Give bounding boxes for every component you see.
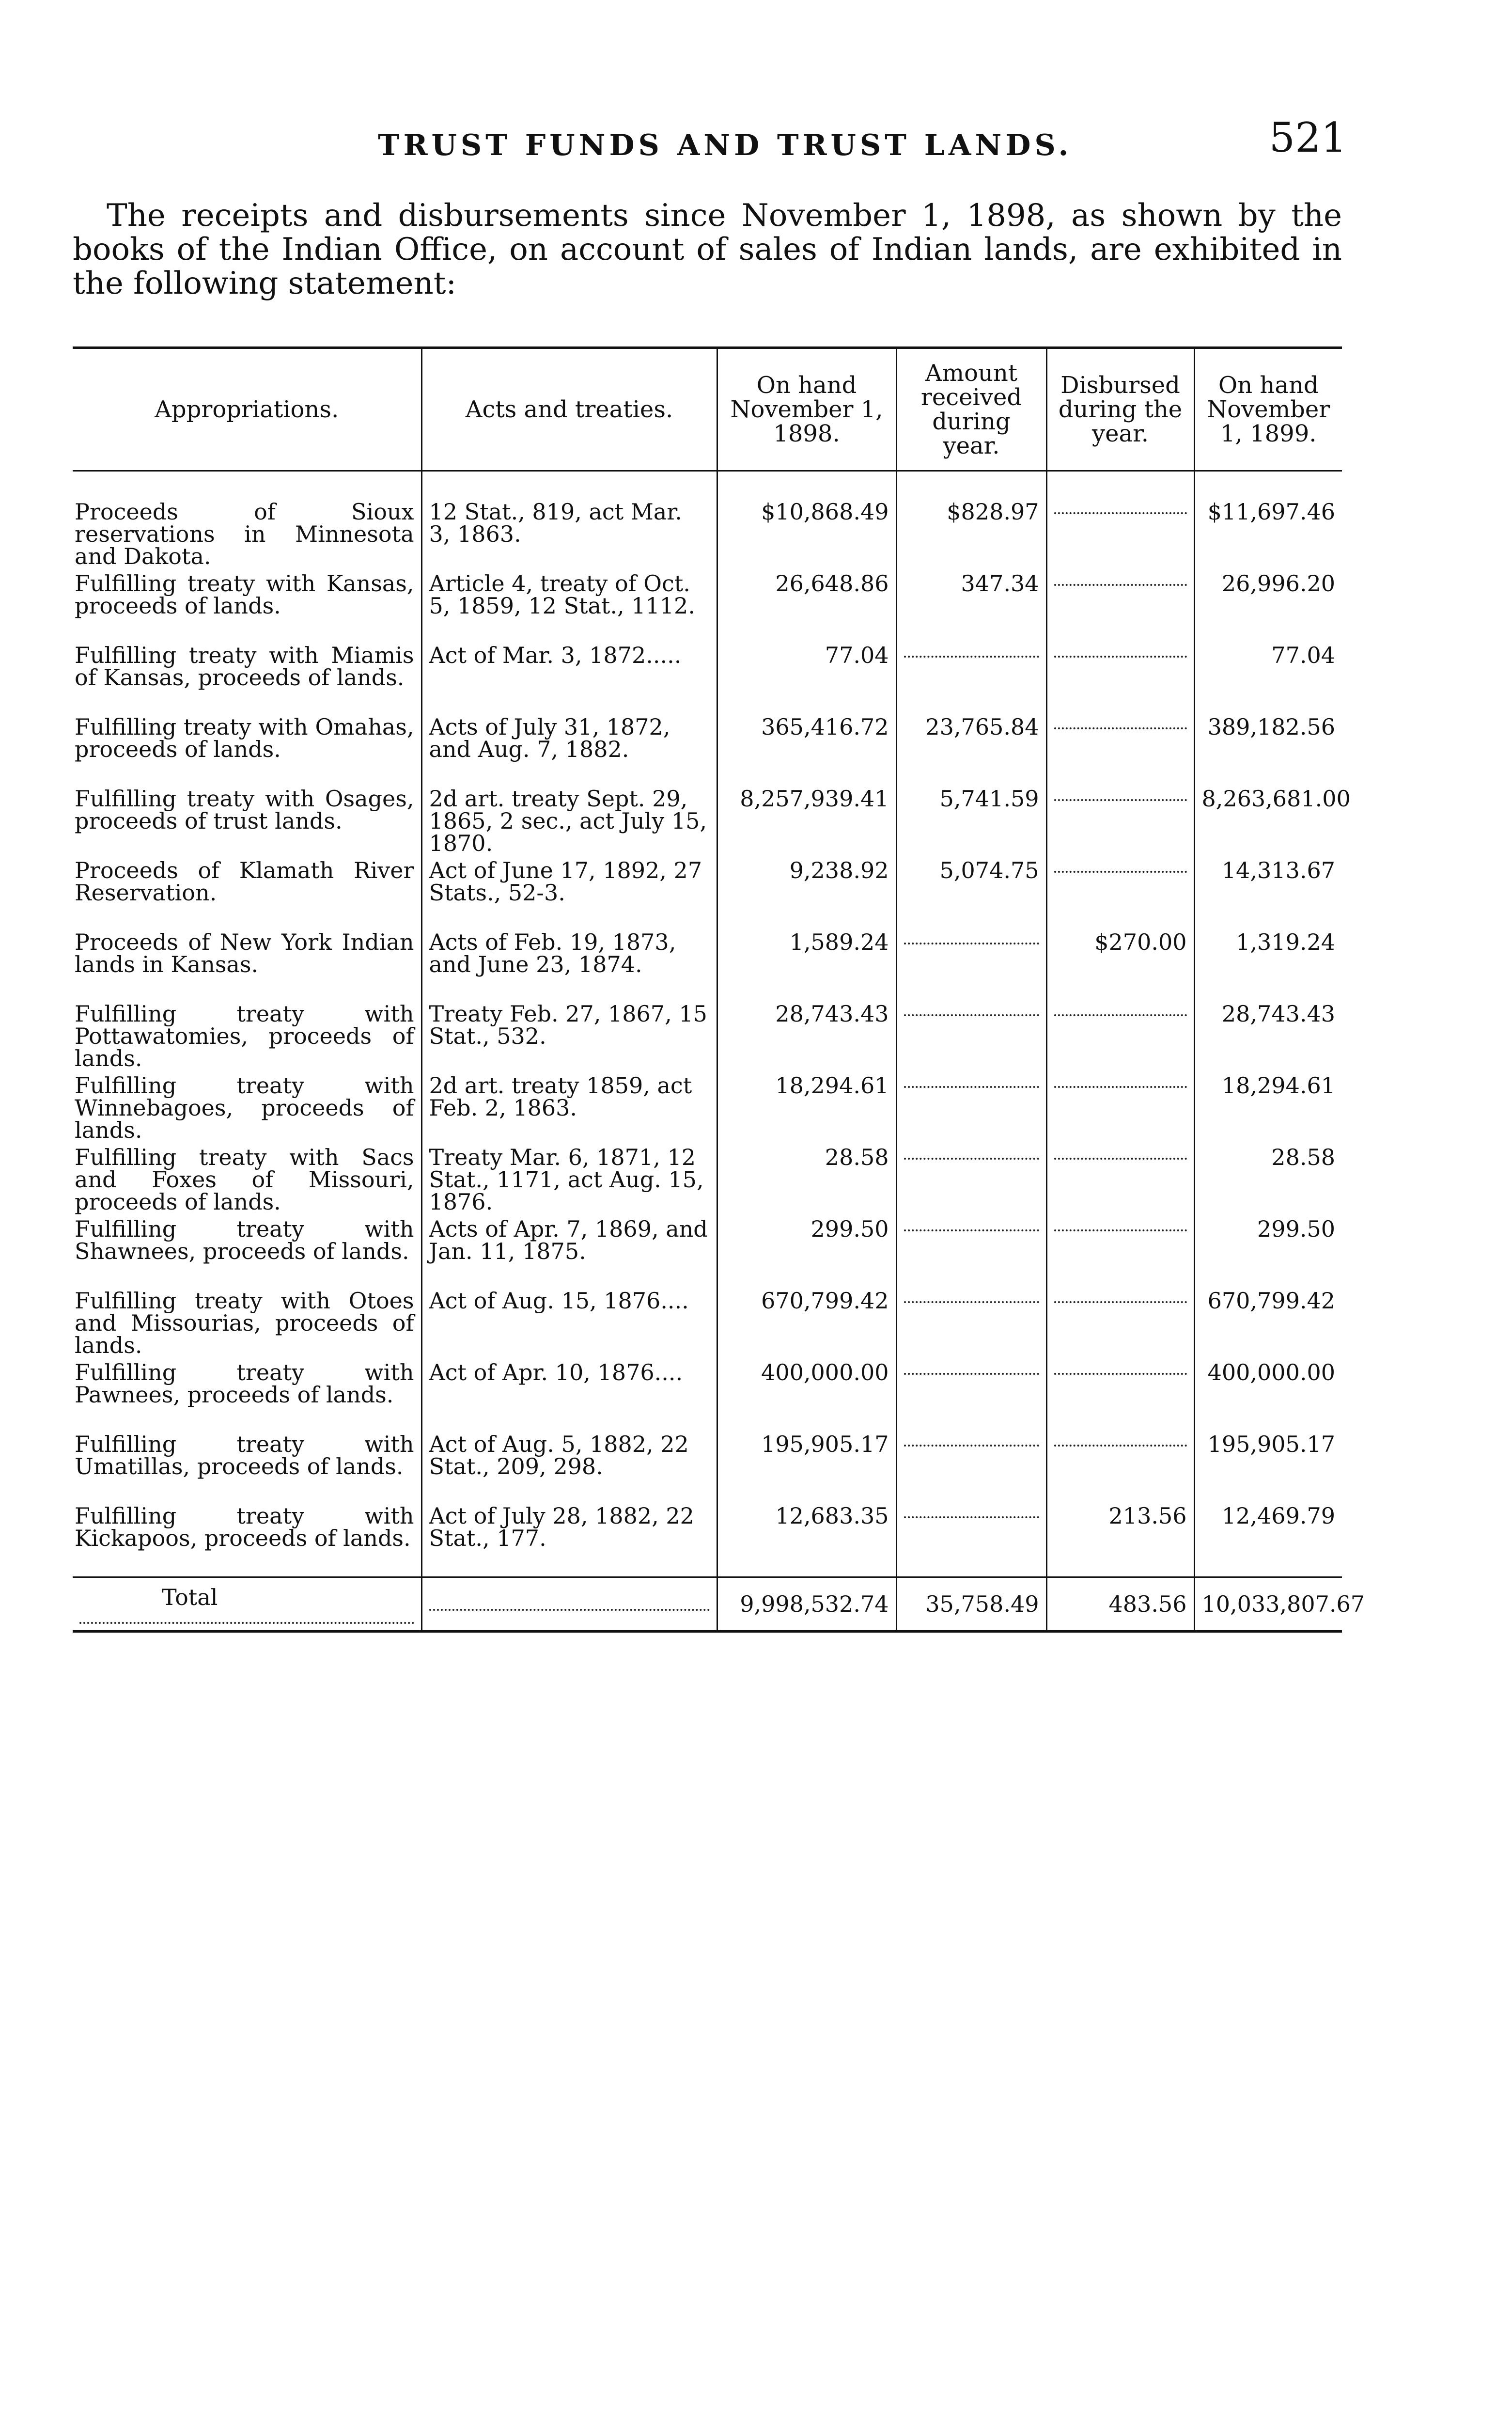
table-body — [73, 471, 1351, 1577]
appropriation-cell: Proceeds of Sioux reservations in Minnesota and Dakota. — [75, 499, 414, 569]
on-hand-1899-cell: 1,319.24 — [1194, 931, 1342, 1003]
on-hand-1899-cell: 18,294.61 — [1194, 1074, 1342, 1146]
appropriation-cell: Fulfilling treaty with Winnebagoes, proceeds of lands. — [75, 1072, 414, 1143]
total-label: Total — [73, 1577, 421, 1632]
col-header-disbursed: Disbursed during the year. — [1046, 348, 1194, 471]
on-hand-1899-cell: 28.58 — [1194, 1146, 1342, 1218]
table-row — [73, 644, 1342, 716]
dot-leader — [904, 1086, 1039, 1088]
dot-leader — [1054, 1086, 1187, 1088]
disbursed-cell — [1046, 1146, 1194, 1218]
dot-leader — [904, 656, 1039, 658]
on-hand-1898-cell: 8,257,939.41 — [717, 787, 896, 859]
acts-cell: Treaty Mar. 6, 1871, 12 Stat., 1171, act Aug. 15, 1876. — [421, 1146, 717, 1218]
dot-leader — [1054, 799, 1187, 801]
disbursed-cell — [1046, 1003, 1194, 1074]
disbursed-cell — [1046, 1074, 1194, 1146]
on-hand-1898-cell: 18,294.61 — [717, 1074, 896, 1146]
table-row — [73, 572, 1342, 644]
running-title: TRUST FUNDS AND TRUST LANDS. — [378, 128, 1073, 162]
disbursed-cell — [1046, 572, 1194, 644]
acts-cell: Act of July 28, 1882, 22 Stat., 177. — [421, 1505, 717, 1577]
dot-leader — [1054, 1445, 1187, 1447]
total-received: 35,758.49 — [896, 1577, 1046, 1632]
received-cell — [896, 1003, 1046, 1074]
on-hand-1899-cell: 28,743.43 — [1194, 1003, 1342, 1074]
appropriation-cell: Proceeds of New York Indian lands in Kansas. — [75, 929, 414, 977]
received-cell — [896, 1433, 1046, 1505]
on-hand-1898-cell: 12,683.35 — [717, 1505, 896, 1577]
appropriation-cell: Fulfilling treaty with Kansas, proceeds of lands. — [75, 570, 414, 619]
dot-leader — [1054, 1014, 1187, 1016]
on-hand-1898-cell: 670,799.42 — [717, 1290, 896, 1361]
table-row — [73, 1505, 1342, 1577]
received-cell — [896, 1074, 1046, 1146]
table-row — [73, 1003, 1342, 1074]
dot-leader — [1054, 1373, 1187, 1375]
acts-cell: Act of June 17, 1892, 27 Stats., 52-3. — [421, 859, 717, 931]
acts-cell: Act of Aug. 5, 1882, 22 Stat., 209, 298. — [421, 1433, 717, 1505]
total-row — [73, 1577, 1342, 1632]
on-hand-1899-cell: 299.50 — [1194, 1218, 1342, 1290]
dot-leader — [1054, 871, 1187, 873]
on-hand-1899-cell: 670,799.42 — [1194, 1290, 1342, 1361]
received-cell: 23,765.84 — [896, 716, 1046, 787]
dot-leader — [1054, 1229, 1187, 1231]
acts-cell: Acts of Apr. 7, 1869, and Jan. 11, 1875. — [421, 1218, 717, 1290]
appropriation-cell: Proceeds of Klamath River Reservation. — [75, 857, 414, 906]
table-row — [73, 1146, 1342, 1218]
disbursed-cell — [1046, 1290, 1194, 1361]
on-hand-1898-cell: $10,868.49 — [717, 471, 896, 573]
dot-leader — [904, 1014, 1039, 1016]
received-cell — [896, 1290, 1046, 1361]
col-header-received: Amount received during year. — [896, 348, 1046, 471]
appropriation-cell: Fulfilling treaty with Sacs and Foxes of Missouri, proceeds of lands. — [75, 1144, 414, 1215]
intro-paragraph — [73, 199, 1342, 300]
on-hand-1899-cell: 8,263,681.00 — [1194, 787, 1342, 859]
acts-cell: Acts of Feb. 19, 1873, and June 23, 1874. — [421, 931, 717, 1003]
received-cell: $828.97 — [896, 471, 1046, 573]
appropriation-cell: Fulfilling treaty with Miamis of Kansas, proceeds of lands. — [75, 642, 414, 691]
dot-leader — [1054, 512, 1187, 514]
received-cell — [896, 644, 1046, 716]
dot-leader — [1054, 727, 1187, 729]
table-row — [73, 471, 1342, 573]
appropriation-cell: Fulfilling treaty with Pottawatomies, proceeds of lands. — [75, 1001, 414, 1071]
received-cell — [896, 1361, 1046, 1433]
received-cell: 5,741.59 — [896, 787, 1046, 859]
col-header-appropriations: Appropriations. — [73, 348, 421, 471]
dot-leader — [1054, 656, 1187, 658]
disbursed-cell — [1046, 471, 1194, 573]
dot-leader — [1054, 1301, 1187, 1303]
table-header-row — [73, 348, 1342, 471]
acts-cell: 2d art. treaty 1859, act Feb. 2, 1863. — [421, 1074, 717, 1146]
table-row — [73, 931, 1342, 1003]
trust-lands-table — [73, 346, 1365, 1633]
appropriation-cell: Fulfilling treaty with Osages, proceeds of trust lands. — [75, 786, 414, 834]
disbursed-cell — [1046, 1433, 1194, 1505]
dot-leader — [904, 1516, 1039, 1518]
disbursed-cell — [1046, 1218, 1194, 1290]
on-hand-1898-cell: 26,648.86 — [717, 572, 896, 644]
total-on-hand-1898: 9,998,532.74 — [717, 1577, 896, 1632]
acts-cell: Treaty Feb. 27, 1867, 15 Stat., 532. — [421, 1003, 717, 1074]
appropriation-cell: Fulfilling treaty with Kickapoos, proceeds of lands. — [75, 1503, 414, 1551]
appropriation-cell: Fulfilling treaty with Shawnees, proceeds of lands. — [75, 1216, 414, 1264]
on-hand-1898-cell: 77.04 — [717, 644, 896, 716]
col-header-acts: Acts and treaties. — [421, 348, 717, 471]
on-hand-1898-cell: 400,000.00 — [717, 1361, 896, 1433]
appropriation-cell: Fulfilling treaty with Umatillas, proceeds of lands. — [75, 1431, 414, 1479]
appropriation-cell: Fulfilling treaty with Omahas, proceeds of lands. — [75, 714, 414, 762]
page-header — [73, 114, 1347, 182]
dot-leader — [904, 1229, 1039, 1231]
dot-leader — [1054, 1158, 1187, 1160]
received-cell: 347.34 — [896, 572, 1046, 644]
on-hand-1899-cell: 14,313.67 — [1194, 859, 1342, 931]
on-hand-1899-cell: $11,697.46 — [1194, 471, 1342, 573]
dot-leader — [904, 1373, 1039, 1375]
col-header-on-hand-1898: On hand November 1, 1898. — [717, 348, 896, 471]
disbursed-cell — [1046, 787, 1194, 859]
on-hand-1898-cell: 28.58 — [717, 1146, 896, 1218]
acts-cell: Acts of July 31, 1872, and Aug. 7, 1882. — [421, 716, 717, 787]
page-number: 521 — [1269, 114, 1347, 161]
on-hand-1898-cell: 299.50 — [717, 1218, 896, 1290]
dot-leader — [904, 1301, 1039, 1303]
appropriation-cell: Fulfilling treaty with Otoes and Missourias, proceeds of lands. — [75, 1288, 414, 1358]
table-row — [73, 1290, 1342, 1361]
on-hand-1898-cell: 9,238.92 — [717, 859, 896, 931]
on-hand-1899-cell: 400,000.00 — [1194, 1361, 1342, 1433]
acts-cell: Article 4, treaty of Oct. 5, 1859, 12 Stat., 1112. — [421, 572, 717, 644]
col-header-on-hand-1899: On hand November 1, 1899. — [1194, 348, 1342, 471]
dot-leader — [1054, 584, 1187, 586]
received-cell: 5,074.75 — [896, 859, 1046, 931]
total-on-hand-1899: 10,033,807.67 — [1194, 1577, 1342, 1632]
dot-leader — [904, 1445, 1039, 1447]
acts-cell: Act of Aug. 15, 1876.... — [421, 1290, 717, 1361]
received-cell — [896, 931, 1046, 1003]
on-hand-1898-cell: 1,589.24 — [717, 931, 896, 1003]
received-cell — [896, 1218, 1046, 1290]
on-hand-1899-cell: 77.04 — [1194, 644, 1342, 716]
acts-cell: Act of Mar. 3, 1872..... — [421, 644, 717, 716]
acts-cell: Act of Apr. 10, 1876.... — [421, 1361, 717, 1433]
dot-leader — [904, 1158, 1039, 1160]
disbursed-cell — [1046, 1361, 1194, 1433]
table-row — [73, 1218, 1342, 1290]
acts-cell: 2d art. treaty Sept. 29, 1865, 2 sec., act July 15, 1870. — [421, 787, 717, 859]
on-hand-1899-cell: 26,996.20 — [1194, 572, 1342, 644]
table-row — [73, 859, 1342, 931]
disbursed-cell — [1046, 716, 1194, 787]
table-row — [73, 1074, 1342, 1146]
on-hand-1898-cell: 28,743.43 — [717, 1003, 896, 1074]
disbursed-cell: 213.56 — [1046, 1505, 1194, 1577]
table-row — [73, 1361, 1342, 1433]
table-row — [73, 787, 1342, 859]
on-hand-1899-cell: 389,182.56 — [1194, 716, 1342, 787]
intro-text: The receipts and disbursements since November 1, 1898, as shown by the books of the Indian Office, on account of sales of Indian lands, are exhibited in the following statement: — [73, 198, 1342, 301]
disbursed-cell — [1046, 644, 1194, 716]
disbursed-cell: $270.00 — [1046, 931, 1194, 1003]
received-cell — [896, 1146, 1046, 1218]
on-hand-1898-cell: 365,416.72 — [717, 716, 896, 787]
acts-cell: 12 Stat., 819, act Mar. 3, 1863. — [421, 471, 717, 573]
dot-leader — [904, 943, 1039, 944]
on-hand-1898-cell: 195,905.17 — [717, 1433, 896, 1505]
table-row — [73, 716, 1342, 787]
total-disbursed: 483.56 — [1046, 1577, 1194, 1632]
appropriation-cell: Fulfilling treaty with Pawnees, proceeds of lands. — [75, 1359, 414, 1408]
on-hand-1899-cell: 12,469.79 — [1194, 1505, 1342, 1577]
on-hand-1899-cell: 195,905.17 — [1194, 1433, 1342, 1505]
received-cell — [896, 1505, 1046, 1577]
disbursed-cell — [1046, 859, 1194, 931]
total-acts-leader — [421, 1577, 717, 1632]
table-row — [73, 1433, 1342, 1505]
